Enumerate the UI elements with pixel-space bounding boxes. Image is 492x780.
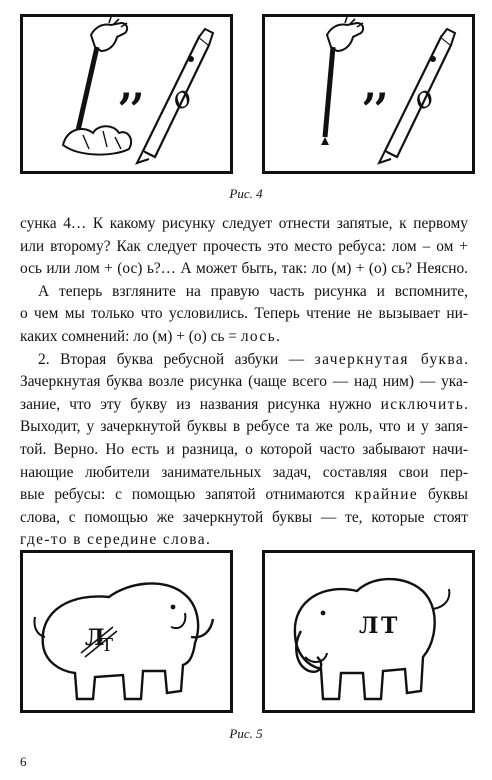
pickaxe-hand-illustration (23, 17, 230, 171)
figure-5-left-panel (20, 550, 233, 713)
text-line: Выходит, у зачеркнутой буквы в ребусе та же роль, что и у запя- (20, 418, 468, 436)
figure-4-caption: Рис. 4 (229, 186, 263, 201)
text-line: А теперь взгляните на правую часть рисунка и вспомните, (38, 282, 468, 300)
comma-glyph-1: , (119, 62, 133, 109)
text-line: 2. Вторая буква ребусной азбуки — зачеркнутая буква. (38, 350, 468, 368)
body-text (20, 213, 468, 552)
spaced-word: зачеркнутая буква (314, 350, 465, 368)
comma-glyph-1: , (363, 62, 377, 109)
text-line: о чем мы только что условились. Теперь чтение не вызывает ни- (20, 305, 468, 323)
o-glyph: о (406, 78, 440, 118)
text-line: или второму? Как следует прочесть это место ребуса: лом – ом + (20, 237, 468, 255)
text-line: зание, что эту букву из названия рисунка нужно исключить. (20, 395, 468, 413)
spaced-word: где-то в середине слова (20, 531, 206, 549)
o-glyph: о (164, 78, 198, 118)
page-number: 6 (20, 754, 27, 769)
figure-4-right-panel (262, 14, 475, 174)
struck-letter-t: Т (101, 635, 114, 656)
struck-letter-l: Л (85, 625, 105, 651)
text-line: вые ребусы: с помощью запятой отнимаются крайние буквы (20, 486, 468, 504)
spaced-word: исключить (380, 395, 465, 413)
comma-glyph-2: , (131, 62, 145, 109)
pickaxe-hand-illustration (265, 17, 472, 171)
text-line: слова, с помощью же зачеркнутой буквы — те, которые стоят (20, 508, 468, 526)
letter-t: Т (381, 613, 398, 639)
text-line: сунка 4… К какому рисунку следует отнести запятые, к первому (20, 215, 468, 232)
text-line: Зачеркнутая буква возле рисунка (чаще всего — над ним) — ука- (20, 373, 468, 391)
figure-4-left-panel (20, 14, 233, 174)
text-line: нающие любители занимательных задач, составляя свои пер- (20, 463, 468, 481)
letter-l: Л (359, 613, 379, 639)
text-line: той. Верно. Но есть и разница, о которой часто забывают начи- (20, 440, 468, 458)
elephant-illustration (23, 553, 230, 710)
comma-glyph-2: , (375, 62, 389, 109)
text-line: ось или лом + (ос) ь?… А может быть, так: ло (м) + (о) сь? Неясно. (20, 260, 468, 278)
text-line: каких сомнений: ло (м) + (о) сь = лось. (20, 327, 280, 345)
spaced-word: крайние (354, 486, 419, 504)
spaced-word: лось (240, 327, 277, 345)
text-line: где-то в середине слова. (20, 531, 210, 549)
figure-5-caption: Рис. 5 (229, 726, 263, 741)
elephant-illustration (265, 553, 472, 710)
figure-5-right-panel (262, 550, 475, 713)
